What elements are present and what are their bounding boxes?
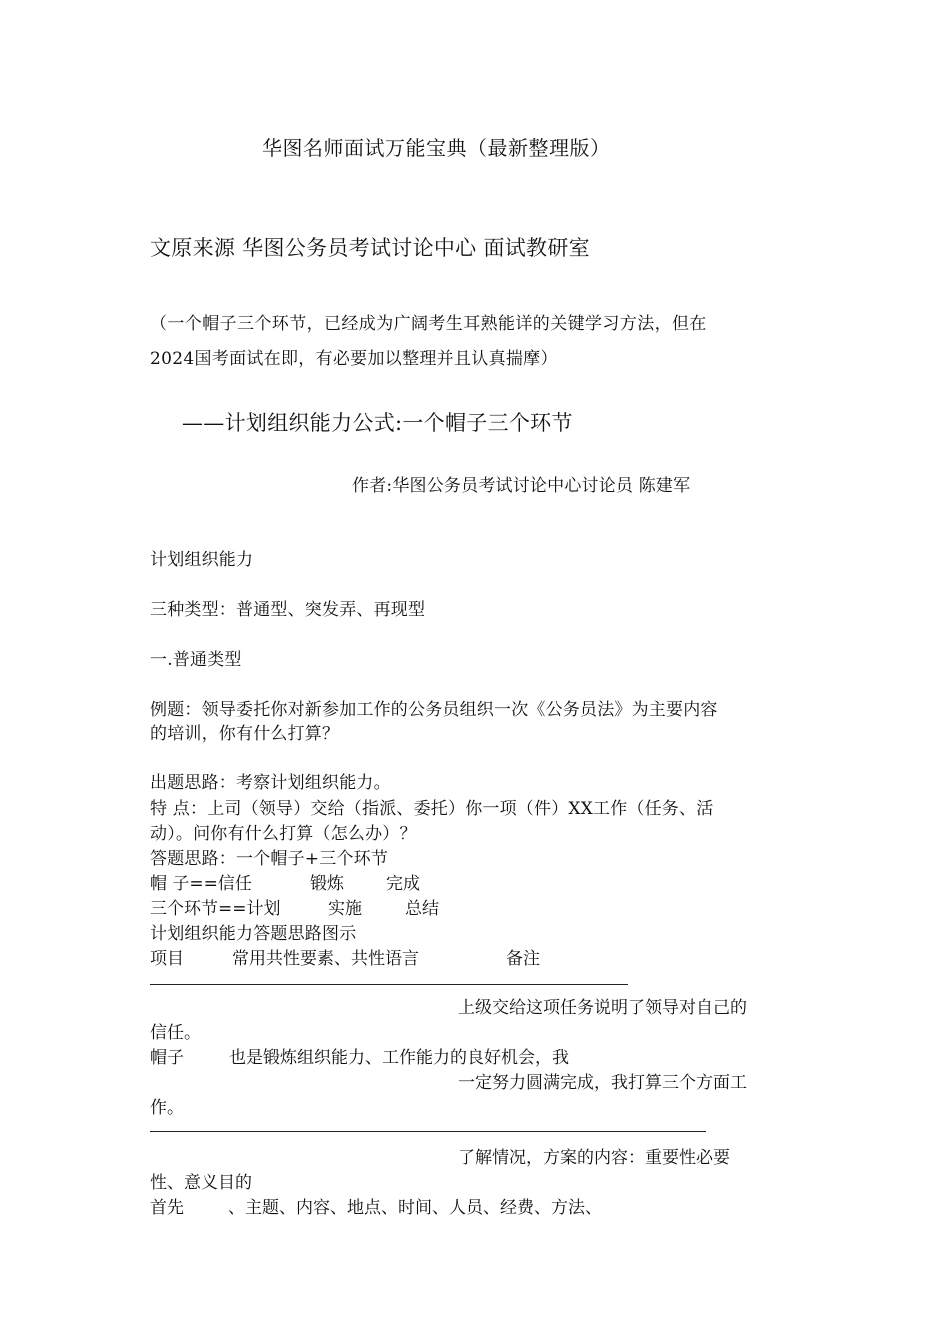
steps-row-implement: 实施 xyxy=(328,899,362,919)
source-line: 文原来源 华图公务员考试讨论中心 面试教研室 xyxy=(150,236,590,260)
hat-row-label: 帽 子==信任 xyxy=(150,874,252,894)
intro-line-1: （一个帽子三个环节，已经成为广阔考生耳熟能详的关键学习方法，但在 xyxy=(150,314,707,334)
hat-block-line-3: 也是锻炼组织能力、工作能力的良好机会，我 xyxy=(229,1048,569,1068)
hat-block-line-1: 上级交给这项任务说明了领导对自己的 xyxy=(458,998,747,1018)
feature-line-2: 动）。问你有什么打算（怎么办）？ xyxy=(150,824,417,844)
example-line-2: 的培训，你有什么打算？ xyxy=(150,724,340,744)
diagram-title: 计划组织能力答题思路图示 xyxy=(150,924,357,944)
type-one-heading: 一.普通类型 xyxy=(150,650,242,670)
first-block-line-3: 、主题、内容、地点、时间、人员、经费、方法、 xyxy=(228,1198,602,1218)
idea-line: 出题思路：考察计划组织能力。 xyxy=(150,773,391,793)
steps-row-summary: 总结 xyxy=(405,899,439,919)
first-block-line-1: 了解情况，方案的内容：重要性必要 xyxy=(458,1148,730,1168)
hat-block-label: 帽子 xyxy=(150,1048,184,1068)
table-header-item: 项目 xyxy=(150,949,184,969)
hat-block-line-5: 作。 xyxy=(150,1098,184,1118)
author-line: 作者:华图公务员考试讨论中心讨论员 陈建军 xyxy=(352,476,691,496)
hat-row-complete: 完成 xyxy=(386,874,420,894)
example-line-1: 例题：领导委托你对新参加工作的公务员组织一次《公务员法》为主要内容 xyxy=(150,700,718,720)
first-block-label: 首先 xyxy=(150,1198,184,1218)
hat-block-line-2: 信任。 xyxy=(150,1023,201,1043)
feature-line-1: 特 点：上司（领导）交给（指派、委托）你一项（件）XX工作（任务、活 xyxy=(150,799,714,819)
table-divider-middle xyxy=(150,1131,706,1132)
types-line: 三种类型：普通型、突发弄、再现型 xyxy=(150,600,426,620)
formula-title: ——计划组织能力公式:一个帽子三个环节 xyxy=(182,411,573,435)
document-title: 华图名师面试万能宝典（最新整理版） xyxy=(262,136,611,160)
answer-idea-line: 答题思路：一个帽子+三个环节 xyxy=(150,849,389,869)
intro-line-2: 2024国考面试在即，有必要加以整理并且认真揣摩） xyxy=(150,349,558,369)
hat-block-line-4: 一定努力圆满完成，我打算三个方面工 xyxy=(458,1073,747,1093)
section-heading: 计划组织能力 xyxy=(150,550,254,570)
hat-row-train: 锻炼 xyxy=(310,874,344,894)
steps-row-label: 三个环节==计划 xyxy=(150,899,281,919)
table-header-notes: 备注 xyxy=(506,949,540,969)
first-block-line-2: 性、意义目的 xyxy=(150,1173,252,1193)
table-header-elements: 常用共性要素、共性语言 xyxy=(232,949,419,969)
table-divider-top xyxy=(150,984,628,985)
